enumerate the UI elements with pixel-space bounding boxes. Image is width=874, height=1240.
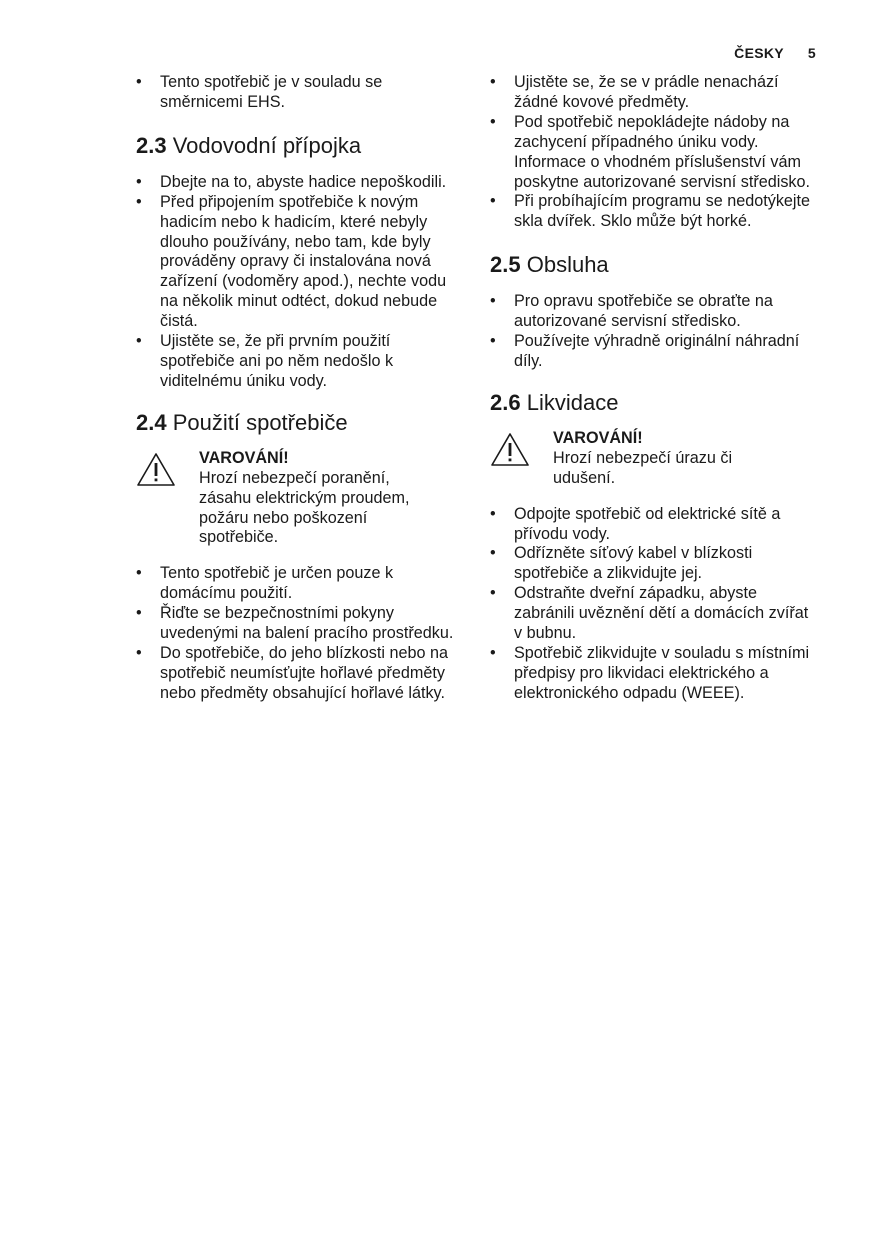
section-title: Obsluha xyxy=(526,252,609,278)
section-number: 2.3 xyxy=(136,132,167,158)
section-2-5-bullet-list xyxy=(490,292,820,372)
list-item: • Odstraňte dveřní západku, abyste zabránili uvěznění dětí a domácích zvířat v bubnu. xyxy=(490,584,820,644)
section-title: Likvidace xyxy=(526,389,619,415)
warning-message: Hrozí nebezpečí poranění, zásahu elektrickým proudem, požáru nebo poškození spotřebiče. xyxy=(199,468,410,547)
warning-text-block xyxy=(199,449,424,549)
list-item: • Tento spotřebič je v souladu se směrnicemi EHS. xyxy=(136,73,466,113)
section-heading-2-6 xyxy=(490,389,820,417)
page-number: 5 xyxy=(807,45,816,61)
section-title: Použití spotřebiče xyxy=(172,409,348,435)
warning-text-block xyxy=(553,429,763,489)
list-item: • Spotřebič zlikvidujte v souladu s místními předpisy pro likvidaci elektrického a elektronického odpadu (WEEE). xyxy=(490,644,820,704)
list-item: • Ujistěte se, že při prvním použití spotřebiče ani po něm nedošlo k viditelnému úniku vody. xyxy=(136,332,466,392)
list-item: • Při probíhajícím programu se nedotýkejte skla dvířek. Sklo může být horké. xyxy=(490,192,820,232)
section-heading-2-5 xyxy=(490,251,820,279)
warning-triangle-icon xyxy=(136,452,176,488)
warning-block xyxy=(136,449,466,549)
section-number: 2.4 xyxy=(136,409,167,435)
warning-triangle-icon xyxy=(490,432,530,468)
warning-heading: VAROVÁNÍ! xyxy=(199,448,289,467)
list-item: • Ujistěte se, že se v prádle nenachází žádné kovové předměty. xyxy=(490,73,820,113)
section-title: Vodovodní přípojka xyxy=(172,132,362,158)
list-item: • Pro opravu spotřebiče se obraťte na autorizované servisní středisko. xyxy=(490,292,820,332)
right-column xyxy=(490,73,820,704)
list-item: • Před připojením spotřebiče k novým hadicím nebo k hadicím, které nebyly dlouho používány, nebo tam, kde byly prováděny opravy či instalována nová zařízení (vodoměry apod.), nechte vodu na několik minut odtéct, dokud nebude čistá. xyxy=(136,193,466,332)
page-header xyxy=(734,45,816,61)
left-column xyxy=(136,73,466,704)
section-heading-2-4 xyxy=(136,409,466,437)
section-2-3-bullet-list xyxy=(136,173,466,392)
section-heading-2-3 xyxy=(136,132,466,160)
list-item: • Odřízněte síťový kabel v blízkosti spotřebiče a zlikvidujte jej. xyxy=(490,544,820,584)
list-item: • Dbejte na to, abyste hadice nepoškodili. xyxy=(136,173,466,193)
intro-bullet-list xyxy=(136,73,466,113)
list-item: • Používejte výhradně originální náhradní díly. xyxy=(490,332,820,372)
list-item: • Řiďte se bezpečnostními pokyny uvedenými na balení pracího prostředku. xyxy=(136,604,466,644)
list-item: • Pod spotřebič nepokládejte nádoby na zachycení případného úniku vody. Informace o vhodném příslušenství vám poskytne autorizované servisní středisko. xyxy=(490,113,820,193)
warning-heading: VAROVÁNÍ! xyxy=(553,428,643,447)
language-label: ČESKY xyxy=(734,45,784,61)
list-item: • Odpojte spotřebič od elektrické sítě a přívodu vody. xyxy=(490,505,820,545)
warning-message: Hrozí nebezpečí úrazu či udušení. xyxy=(553,448,733,487)
section-number: 2.6 xyxy=(490,389,521,415)
intro-bullet-list xyxy=(490,73,820,232)
section-2-6-bullet-list xyxy=(490,505,820,704)
section-number: 2.5 xyxy=(490,252,521,278)
section-2-4-bullet-list xyxy=(136,564,466,703)
warning-block xyxy=(490,429,820,489)
list-item: • Do spotřebiče, do jeho blízkosti nebo na spotřebič neumísťujte hořlavé předměty nebo předměty obsahující hořlavé látky. xyxy=(136,644,466,704)
list-item: • Tento spotřebič je určen pouze k domácímu použití. xyxy=(136,564,466,604)
